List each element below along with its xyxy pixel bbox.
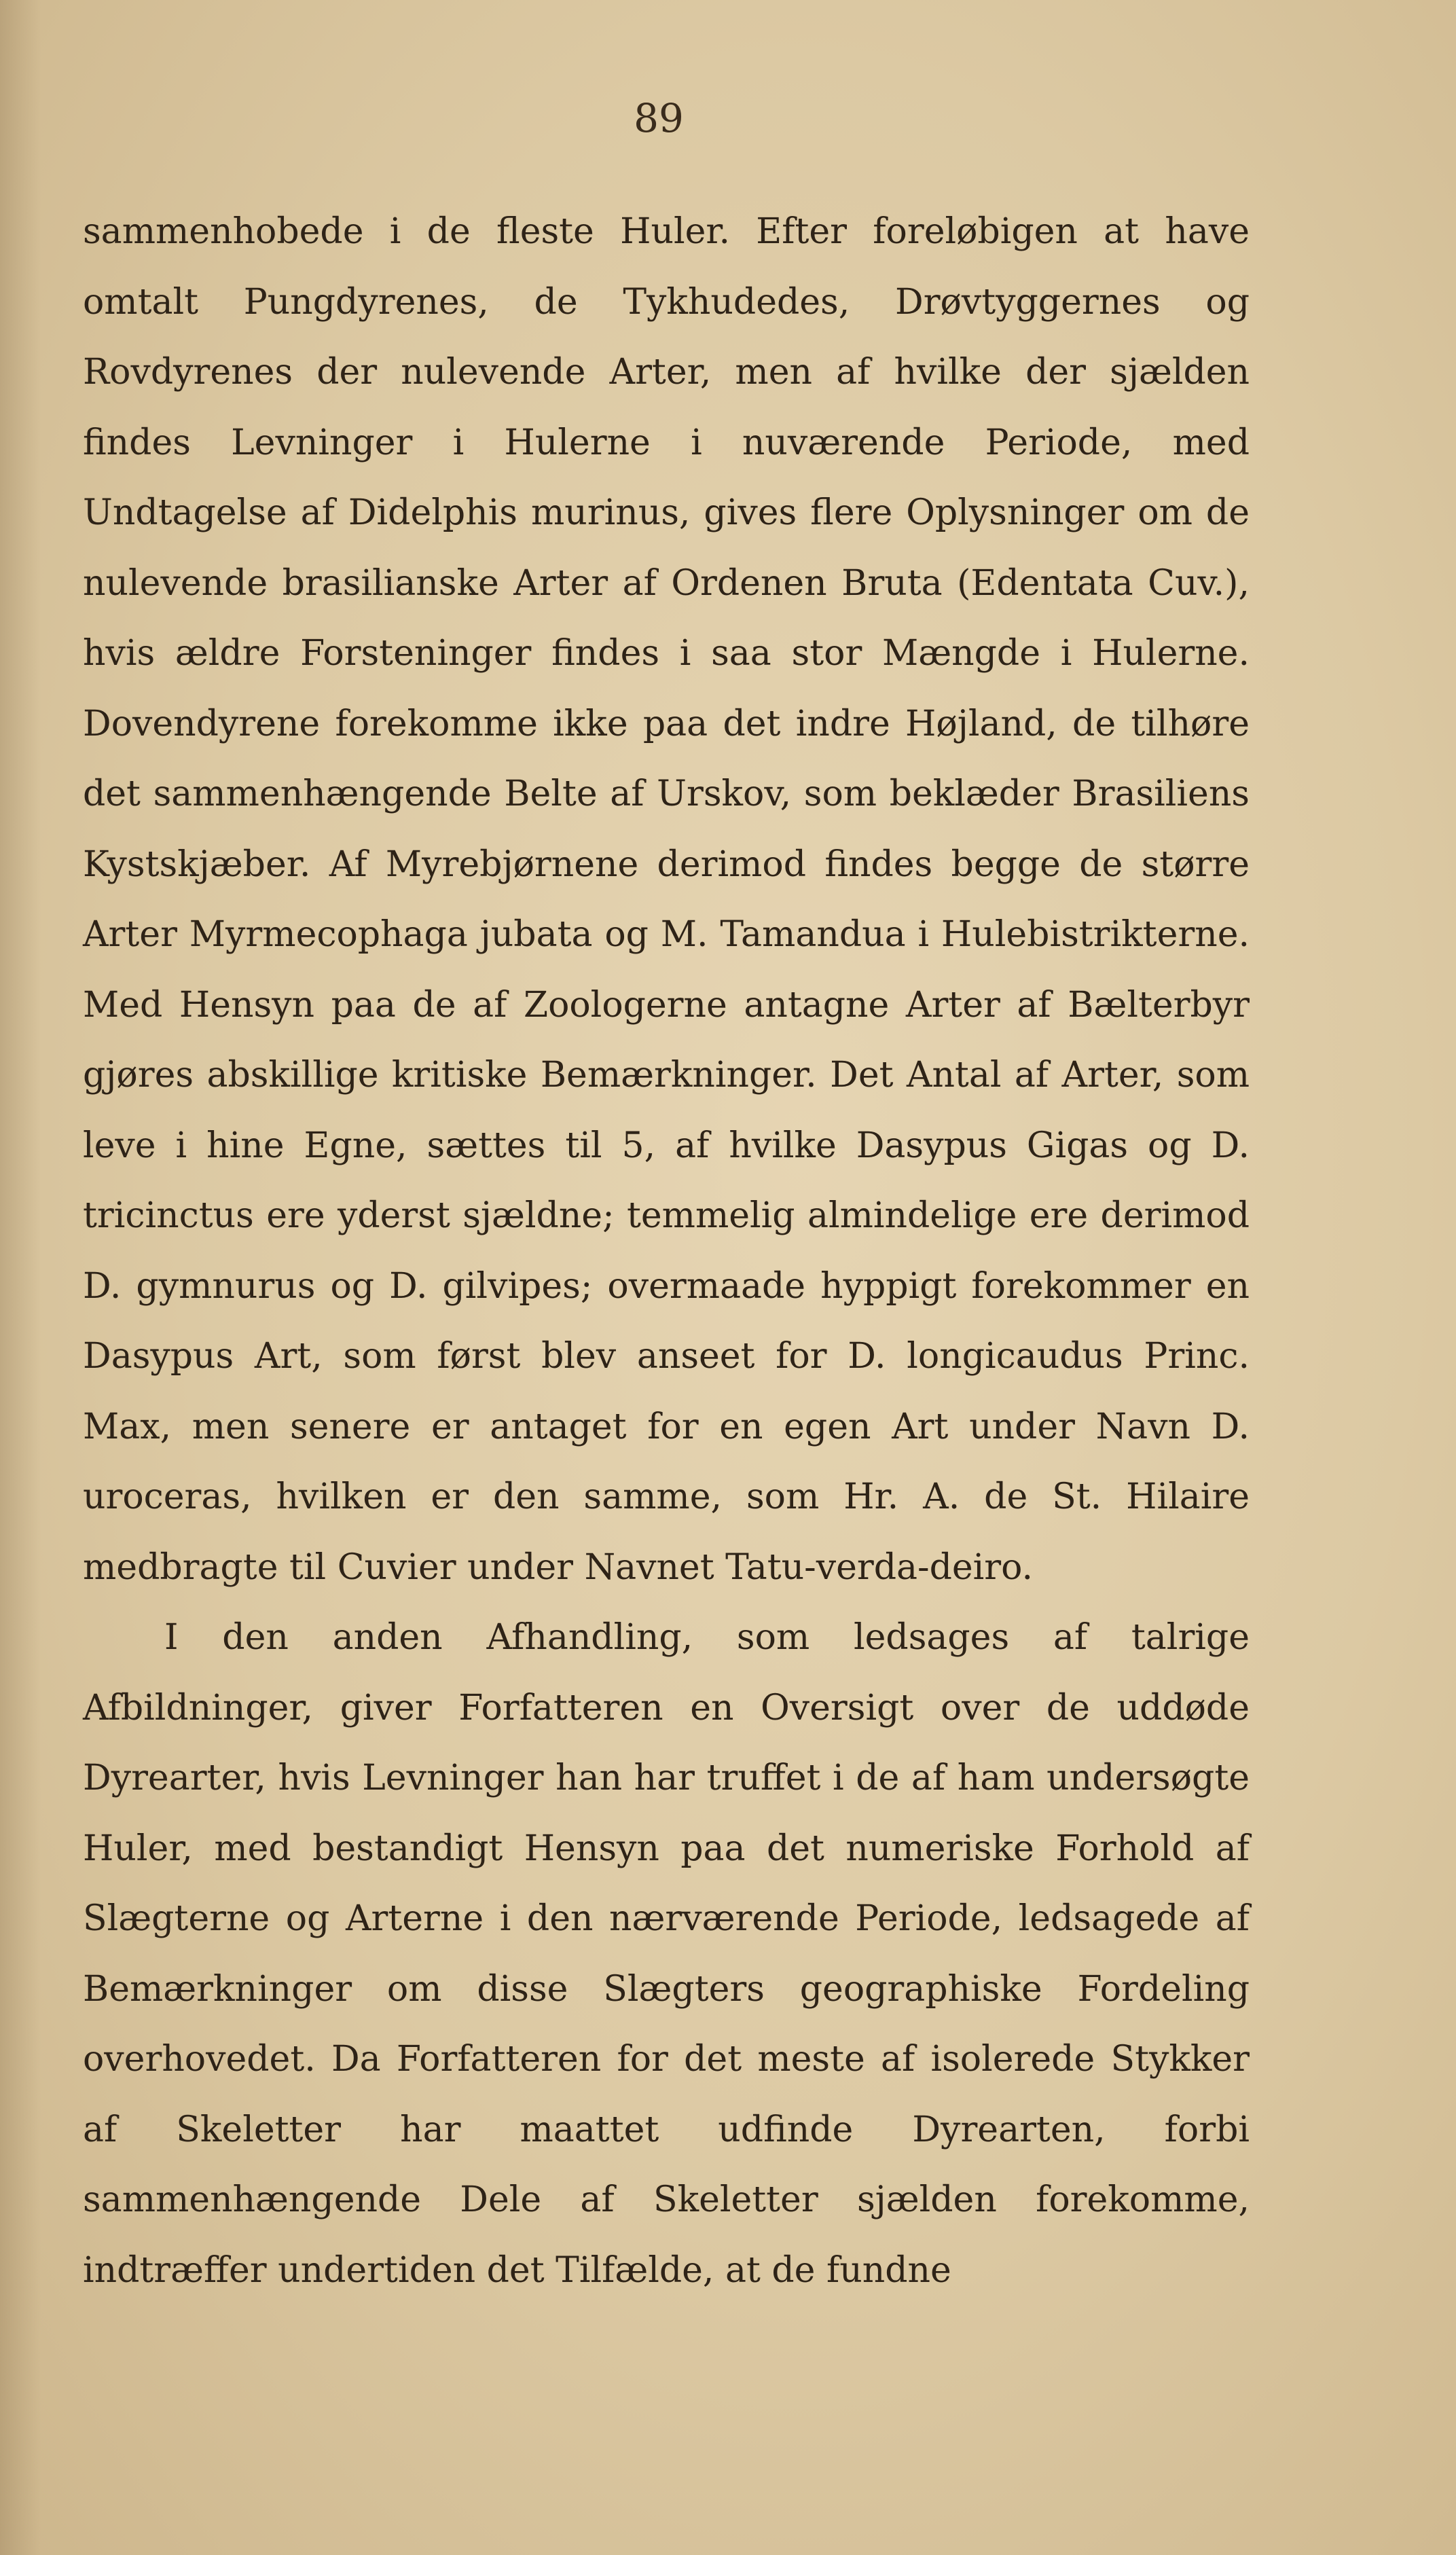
page-edge-shadow <box>0 0 41 2555</box>
paragraph-1: sammenhobede i de fleste Huler. Efter foreløbigen at have omtalt Pungdyrenes, de Tykhudedes, Drøvtyggernes og Rovdyrenes der nulevende Arter, men af hvilke der sjælden findes Levninger i Hulerne i nuværende Periode, med Undtagelse af Didelphis murinus, gives flere Oplysninger om de nulevende brasilianske Arter af Ordenen Bruta (Edentata Cuv.), hvis ældre Forsteninger findes i saa stor Mængde i Hulerne. Dovendyrene forekomme ikke paa det indre Højland, de tilhøre det sammenhængende Belte af Urskov, som bekl​æder Brasiliens Kystskjæber. Af Myrebjørnene derimod findes begge de større Arter Myrmecophaga jubata og M. Tamandua i Hulebistrikterne. Med Hensyn paa de af Zoologerne antagne Arter af Bælterbyr gjøres abskillige kritiske Bemærkninger. Det Antal af Arter, som leve i hine Egne, sættes til 5, af hvilke Dasypus Gigas og D. tricinctus ere yderst sjældne; temmelig almindelige ere derimod D. gymnurus og D. gilvipes; overmaade hyppigt forekommer en Dasypus Art, som først blev anseet for D. longicaudus Princ. Max, men senere er antaget for en egen Art under Navn D. uroceras, hvilken er den samme, som Hr. A. de St. Hilaire medbragte til Cuvier under Navnet Tatu-verda-deiro. <box>83 211 1250 1588</box>
paragraph-2: I den anden Afhandling, som ledsages af talrige Afbildninger, giver Forfatteren en Oversigt over de uddøde Dyrearter, hvis Levninger han har truffet i de af ham undersøgte Huler, med bestandigt Hensyn paa det numeriske Forhold af Slægterne og Arterne i den nærværende Periode, ledsagede af Bemærkninger om disse Slægters geographiske Fordeling overhovedet. Da Forfatteren for det meste af isolerede Stykker af Skeletter har maattet udfinde Dyrearten, forbi sammenhængende Dele af Skeletter sjælden forekomme, indtræffer undertiden det Tilfælde, at de fundne <box>83 1617 1250 2291</box>
page-number: 89 <box>634 95 684 141</box>
body-text <box>83 197 1250 2306</box>
